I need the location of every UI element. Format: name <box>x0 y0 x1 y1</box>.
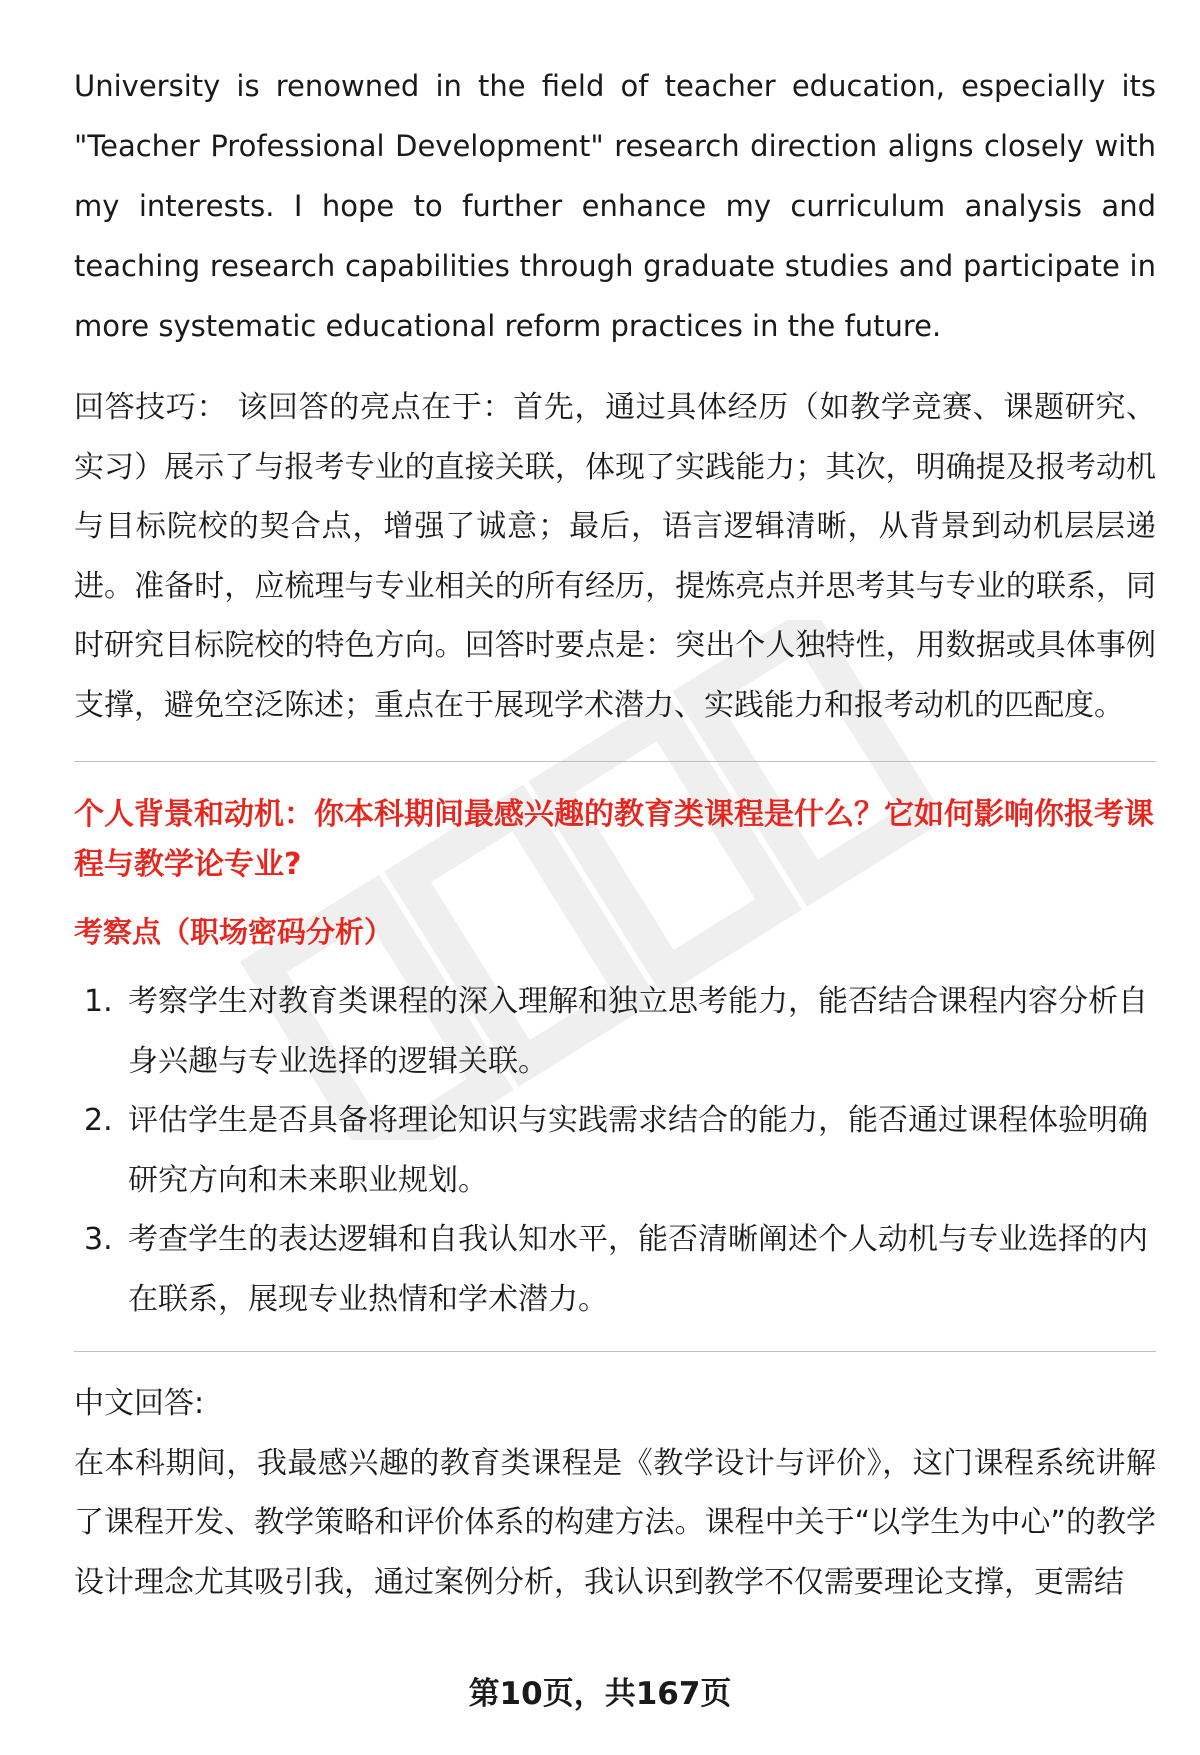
list-item <box>74 1091 1156 1210</box>
list-item-number: 2. <box>84 1103 113 1138</box>
answer-label: 中文回答: <box>74 1386 205 1421</box>
list-item-number: 3. <box>84 1222 113 1257</box>
assessment-subtitle: 考察点（职场密码分析） <box>74 915 394 949</box>
tips-paragraph: 回答技巧： 该回答的亮点在于：首先，通过具体经历（如教学竞赛、课题研究、实习）展示了与报考专业的直接关联，体现了实践能力；其次，明确提及报考动机与目标院校的契合点，增强了诚意；最后，语言逻辑清晰，从背景到动机层层递进。准备时，应梳理与专业相关的所有经历，提炼亮点并思考其与专业的联系，同时研究目标院校的特色方向。回答时要点是：突出个人独特性，用数据或具体事例支撑，避免空泛陈述；重点在于展现学术潜力、实践能力和报考动机的匹配度。 <box>74 390 1156 723</box>
list-item-text: 考查学生的表达逻辑和自我认知水平，能否清晰阐述个人动机与专业选择的内在联系，展现专业热情和学术潜力。 <box>128 1222 1148 1317</box>
list-item <box>74 1210 1156 1329</box>
intro-paragraph-en: University is renowned in the field of teacher education, especially its "Teacher Professional Development" research direction aligns closely with my interests. I hope to further enhance my curriculum analysis and teaching research capabilities through graduate studies and participate in more systematic educational reform practices in the future. <box>74 69 1156 343</box>
list-item <box>74 972 1156 1091</box>
question-title: 个人背景和动机：你本科期间最感兴趣的教育类课程是什么？它如何影响你报考课程与教学论专业? <box>74 797 1154 882</box>
list-item-number: 1. <box>84 984 113 1019</box>
assessment-points-list <box>74 972 1156 1329</box>
document-page <box>74 56 1156 1612</box>
answer-paragraph: 在本科期间，我最感兴趣的教育类课程是《教学设计与评价》，这门课程系统讲解了课程开发、教学策略和评价体系的构建方法。课程中关于“以学生为中心”的教学设计理念尤其吸引我，通过案例分析，我认识到教学不仅需要理论支撑，更需结 <box>74 1445 1156 1600</box>
list-item-text: 评估学生是否具备将理论知识与实践需求结合的能力，能否通过课程体验明确研究方向和未来职业规划。 <box>128 1103 1148 1198</box>
list-item-text: 考察学生对教育类课程的深入理解和独立思考能力，能否结合课程内容分析自身兴趣与专业选择的逻辑关联。 <box>128 984 1148 1079</box>
page-number: 第10页，共167页 <box>468 1676 732 1712</box>
